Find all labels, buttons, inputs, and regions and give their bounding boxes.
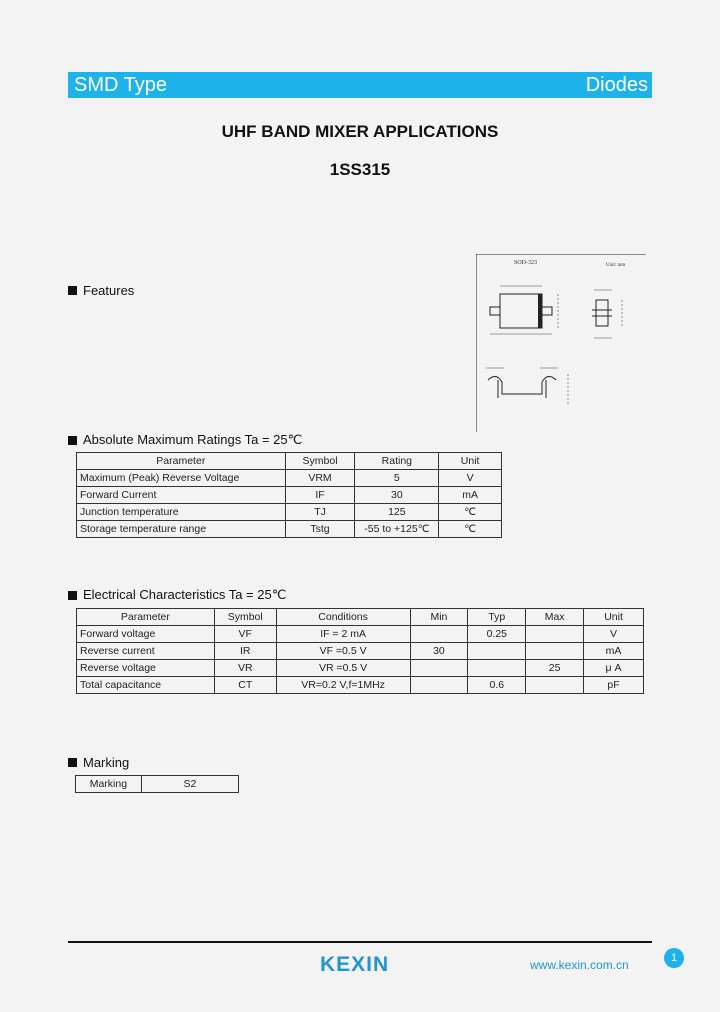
electrical-label: Electrical Characteristics Ta = 25℃	[83, 587, 287, 602]
cell	[526, 677, 584, 694]
document-title: UHF BAND MIXER APPLICATIONS	[221, 122, 499, 141]
cell: 0.6	[468, 677, 526, 694]
cell: Forward Current	[77, 487, 286, 504]
header-cell: Typ	[468, 609, 526, 626]
header-category: SMD Type	[74, 74, 167, 96]
page-number-badge: 1	[664, 948, 684, 968]
cell	[410, 626, 468, 643]
cell: Reverse current	[77, 643, 215, 660]
cell: 30	[410, 643, 468, 660]
table-row	[77, 487, 502, 504]
cell	[468, 643, 526, 660]
cell	[526, 643, 584, 660]
header-cell: Max	[526, 609, 584, 626]
bullet-icon	[68, 286, 77, 295]
table-header-row	[77, 453, 502, 470]
table-row	[77, 643, 644, 660]
cell: 125	[355, 504, 439, 521]
cell: Tstg	[285, 521, 355, 538]
cell: VR =0.5 V	[276, 660, 410, 677]
package-unit: Unit: mm	[606, 263, 626, 268]
cell: mA	[439, 487, 502, 504]
cell: 30	[355, 487, 439, 504]
cell: Forward voltage	[77, 626, 215, 643]
cell: 5	[355, 470, 439, 487]
cell	[410, 660, 468, 677]
table-row	[76, 776, 239, 793]
footer-divider	[68, 941, 652, 943]
table-row	[77, 470, 502, 487]
features-label: Features	[83, 283, 135, 298]
header-cell: Symbol	[285, 453, 355, 470]
cell: Marking	[76, 776, 142, 793]
cell: V	[584, 626, 644, 643]
cell: Junction temperature	[77, 504, 286, 521]
header-cell: Unit	[439, 453, 502, 470]
cell: 25	[526, 660, 584, 677]
kexin-logo: KEXIN	[320, 953, 390, 976]
header-cell: Symbol	[214, 609, 276, 626]
header-cell: Rating	[355, 453, 439, 470]
abs-max-table	[76, 452, 502, 538]
part-number: 1SS315	[329, 160, 391, 179]
cell: ℃	[439, 521, 502, 538]
cell	[526, 626, 584, 643]
cell: μ A	[584, 660, 644, 677]
cell: VRM	[285, 470, 355, 487]
electrical-heading	[68, 587, 286, 603]
package-name: SOD-323	[514, 260, 538, 266]
marking-label: Marking	[83, 755, 130, 770]
package-drawing	[476, 254, 646, 432]
cell: Reverse voltage	[77, 660, 215, 677]
cell: IF = 2 mA	[276, 626, 410, 643]
bullet-icon	[68, 758, 77, 767]
header-bar	[68, 72, 652, 98]
bullet-icon	[68, 591, 77, 600]
table-row	[77, 677, 644, 694]
features-heading	[68, 283, 134, 298]
cell	[410, 677, 468, 694]
cell: VR	[214, 660, 276, 677]
cell: ℃	[439, 504, 502, 521]
table-row	[77, 504, 502, 521]
header-type: Diodes	[585, 74, 648, 96]
table-row	[77, 521, 502, 538]
cell: VF	[214, 626, 276, 643]
header-cell: Conditions	[276, 609, 410, 626]
table-row	[77, 660, 644, 677]
marking-table	[75, 775, 239, 793]
header-cell: Min	[410, 609, 468, 626]
abs-max-heading	[68, 432, 302, 448]
header-cell: Unit	[584, 609, 644, 626]
marking-heading	[68, 755, 129, 770]
cell: 0.25	[468, 626, 526, 643]
cell: VR=0.2 V,f=1MHz	[276, 677, 410, 694]
electrical-table	[76, 608, 644, 694]
table-header-row	[77, 609, 644, 626]
cell: Storage temperature range	[77, 521, 286, 538]
cell: IR	[214, 643, 276, 660]
cell: IF	[285, 487, 355, 504]
cell: -55 to +125℃	[355, 521, 439, 538]
header-cell: Parameter	[77, 609, 215, 626]
cell: Maximum (Peak) Reverse Voltage	[77, 470, 286, 487]
abs-max-label: Absolute Maximum Ratings Ta = 25℃	[83, 432, 303, 447]
bullet-icon	[68, 436, 77, 445]
cell: S2	[141, 776, 238, 793]
cell: pF	[584, 677, 644, 694]
cell: CT	[214, 677, 276, 694]
cell: V	[439, 470, 502, 487]
cell: Total capacitance	[77, 677, 215, 694]
cell: mA	[584, 643, 644, 660]
cell	[468, 660, 526, 677]
header-cell: Parameter	[77, 453, 286, 470]
cell: VF =0.5 V	[276, 643, 410, 660]
cell: TJ	[285, 504, 355, 521]
website-link[interactable]: www.kexin.com.cn	[530, 958, 629, 972]
table-row	[77, 626, 644, 643]
